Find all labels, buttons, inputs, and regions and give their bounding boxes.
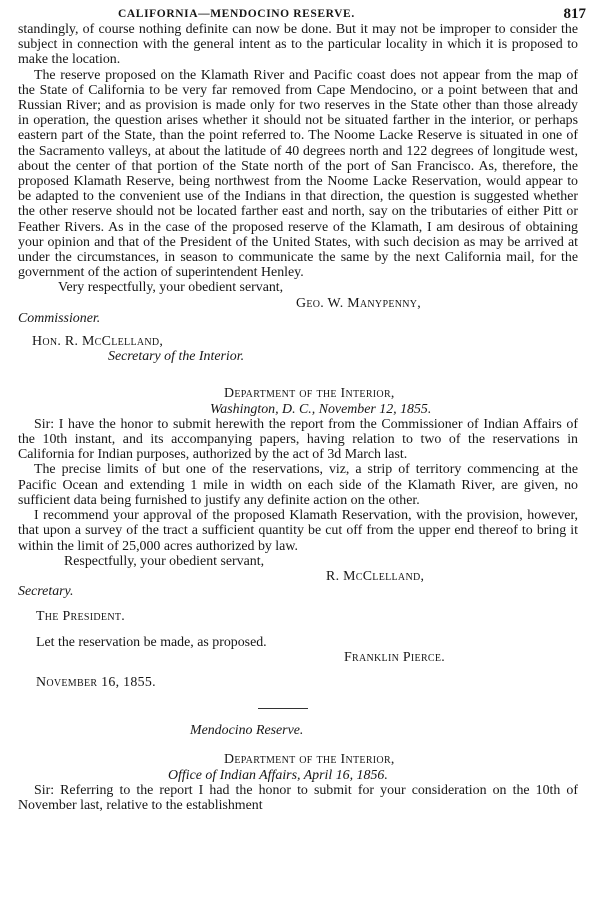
signer-title: Commissioner. — [18, 310, 101, 326]
closing: Very respectfully, your obedient servant, — [58, 280, 284, 296]
closing: Respectfully, your obedient servant, — [64, 553, 265, 569]
addressee-title: Secretary of the Interior. — [108, 349, 245, 365]
page-number: 817 — [563, 6, 586, 22]
paragraph: standingly, of course nothing definite can now be done. But it may not be improper to consider the subject in connection with the general intent as to the particular locality in which it is proposed to make the location. — [18, 22, 578, 68]
signature: Franklin Pierce. — [344, 649, 446, 665]
addressee: Hon. R. McClelland, — [32, 334, 164, 350]
paragraph: The precise limits of but one of the reservations, viz, a strip of territory commencing at the Pacific Ocean and extending 1 mile in width on each side of the Klamath River, are given, no sufficient data being furnished to justify any definite action on the other. — [18, 462, 578, 508]
page-body — [18, 22, 578, 813]
dateline: Office of Indian Affairs, April 16, 1856. — [168, 767, 388, 783]
paragraph: The reserve proposed on the Klamath River and Pacific coast does not appear from the map of the State of California to be very far removed from Cape Mendocino, or a point between that and Russian River; and as provision is made only for two reserves in the State other than those already in operation, the question arises whether it should not be situated farther in the interior, or perhaps eastern part of the State, than the point referred to. The Noome Lacke Reserve is situated in one of the Sacramento valleys, at about the latitude of 40 degrees north and 122 degrees of longitude west, about the center of that portion of the State north of the port of San Francisco. As, therefore, the proposed Klamath Reserve, being northwest from the Noome Lacke Reservation, would appear to be adapted to the convenient use of the Indians in that direction, the question is suggested whether the other reserve should not be located farther east and north, say on the tributaries of either Pitt or Feather Rivers. As in the case of the proposed reserve of the Klamath, I am desirous of obtaining your opinion and that of the President of the United States, with such decision as may be arrived at under the circumstances, in season to communicate the same by the next California mail, for the government of the action of superintendent Henley. — [18, 67, 578, 281]
paragraph: Sir: I have the honor to submit herewith the report from the Commissioner of Indian Affairs of the 10th instant, and its accompanying papers, having relation to two of the reservations in California for Indian purposes, authorized by the act of 3d March last. — [18, 416, 578, 463]
dateline: Washington, D. C., November 12, 1855. — [210, 401, 432, 417]
section-title: Mendocino Reserve. — [190, 723, 304, 739]
signature: R. McClelland, — [326, 568, 425, 584]
paragraph: Sir: Referring to the report I had the honor to submit for your consideration on the 10th of November last, relative to the establishment — [18, 782, 578, 813]
paragraph: I recommend your approval of the proposed Klamath Reservation, with the provision, however, that upon a survey of the tract a sufficient quantity be cut off from the upper end thereof to bring it within the limit of 25,000 acres authorized by law. — [18, 508, 578, 554]
addressee: The President. — [36, 609, 126, 625]
signer-title: Secretary. — [18, 584, 74, 600]
signature: Geo. W. Manypenny, — [296, 295, 422, 311]
date: November 16, 1855. — [36, 674, 156, 690]
department-heading: Department of the Interior, — [224, 752, 395, 768]
order-text: Let the reservation be made, as proposed. — [36, 634, 267, 650]
department-heading: Department of the Interior, — [224, 386, 395, 402]
section-divider — [258, 708, 308, 709]
running-title: CALIFORNIA—MENDOCINO RESERVE. — [118, 8, 355, 20]
